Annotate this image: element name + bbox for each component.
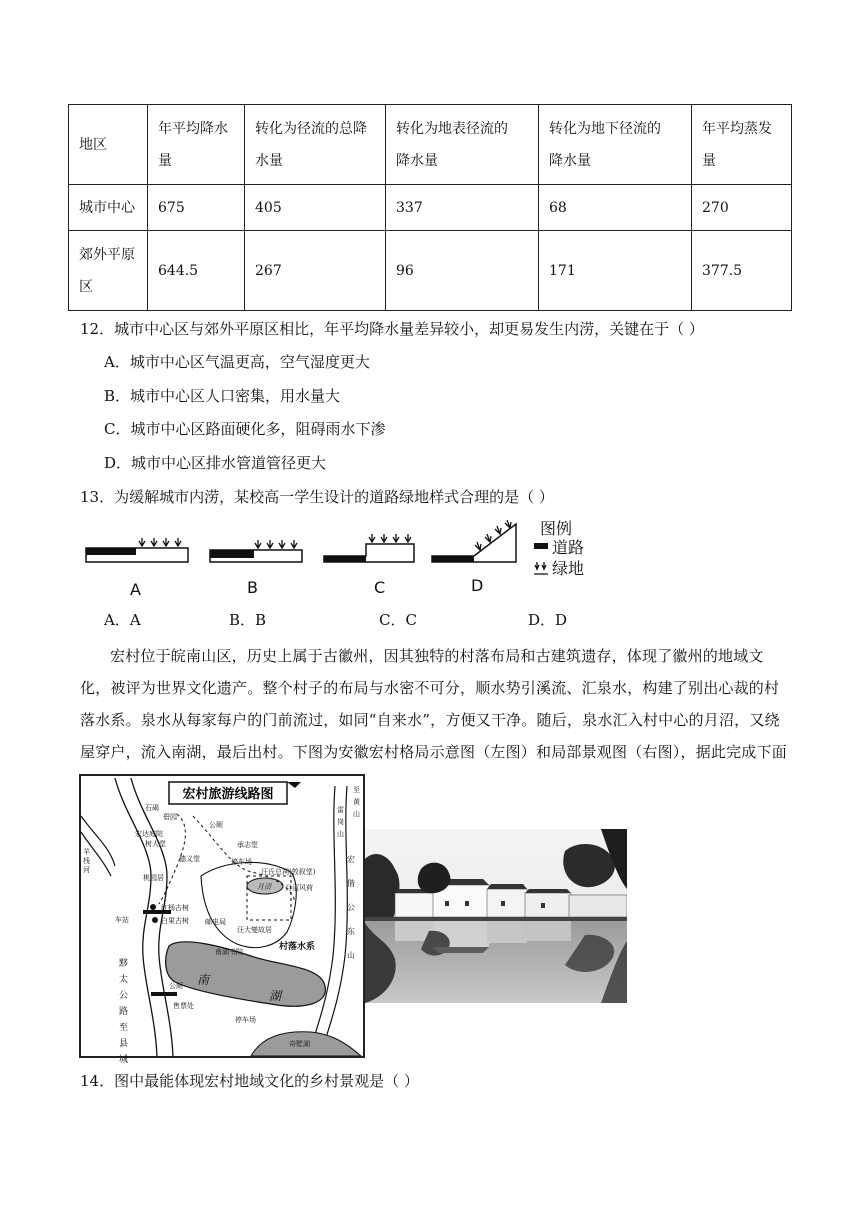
diagram-label-d: D — [471, 576, 484, 595]
table-cell: 675 — [148, 185, 245, 231]
data-table — [68, 104, 792, 311]
table-cell: 68 — [539, 185, 692, 231]
diagram-b — [210, 540, 302, 562]
map-label: 雷岗山 — [337, 806, 344, 838]
question-13-stem: 13．为缓解城市内涝，某校高一学生设计的道路绿地样式合理的是（ ） — [80, 488, 554, 506]
map-label: 南湖书院 — [215, 948, 243, 956]
map-label: 承志堂 — [237, 841, 258, 849]
map-label: 汪大燮故居 — [237, 926, 272, 934]
map-label: 德义堂 — [179, 855, 200, 863]
map-label: 售票处 — [173, 1002, 194, 1010]
question-14-stem: 14．图中最能体现宏村地域文化的乡村景观是（ ） — [80, 1072, 419, 1090]
legend-road-label: 道路 — [552, 538, 585, 557]
q13-option-d[interactable]: D．D — [528, 611, 568, 629]
hongcun-landscape-photo — [365, 829, 627, 1003]
map-label: 红杨古树 — [161, 904, 189, 912]
legend-title: 图例 — [540, 519, 573, 538]
table-header-cell: 地区 — [69, 105, 148, 185]
map-label: 桃园居 — [143, 874, 164, 882]
table-cell: 171 — [539, 231, 692, 311]
map-label: 树人堂 — [145, 840, 166, 848]
hongcun-tour-map — [79, 774, 365, 1065]
map-label: 停车场 — [231, 858, 252, 866]
table-header-cell: 转化为地下径流的 降水量 — [539, 105, 692, 185]
table-cell: 377.5 — [692, 231, 792, 311]
map-label: 羊栈河 — [83, 848, 90, 874]
diagram-legend — [534, 519, 584, 578]
map-label: 停车场 — [235, 1016, 256, 1024]
map-label: 至黄山 — [353, 786, 360, 818]
map-label: 南 — [197, 973, 210, 987]
map-label: 白果古树 — [161, 917, 189, 925]
map-label: 宏偕公东山 — [347, 855, 355, 960]
map-label: 公厕 — [209, 821, 223, 829]
table-header-cell: 年平均降水 量 — [148, 105, 245, 185]
map-label: 村落水系 — [279, 942, 316, 952]
table-cell: 337 — [386, 185, 539, 231]
q12-option-d[interactable]: D．城市中心区排水管道管径更大 — [104, 454, 327, 472]
diagram-label-c: C — [374, 578, 386, 597]
table-cell: 405 — [245, 185, 386, 231]
map-label: 汪氏总祠(敦叙堂) — [261, 868, 316, 876]
diagram-label-a: A — [130, 580, 141, 599]
map-label: 碧园 — [163, 813, 177, 821]
map-title: 宏村旅游线路图 — [182, 787, 274, 802]
table-cell: 267 — [245, 231, 386, 311]
table-row — [69, 185, 792, 231]
map-label: 黟太公路至县城 — [119, 959, 129, 1065]
map-label: 月沼 — [257, 883, 271, 891]
diagram-a — [86, 538, 188, 562]
diagram-c — [324, 534, 414, 562]
table-cell: 644.5 — [148, 231, 245, 311]
table-cell: 270 — [692, 185, 792, 231]
q13-option-c[interactable]: C．C — [379, 611, 417, 629]
table-header-cell: 转化为地表径流的 降水量 — [386, 105, 539, 185]
legend-road-swatch — [534, 543, 548, 549]
diagram-label-b: B — [247, 578, 258, 597]
table-header-row — [69, 105, 792, 185]
map-label: 车站 — [115, 916, 129, 924]
legend-green-label: 绿地 — [552, 559, 585, 578]
map-label: 湖 — [269, 989, 282, 1003]
q13-option-a[interactable]: A．A — [104, 611, 141, 629]
map-label: 公厕 — [169, 982, 183, 990]
diagram-d — [432, 520, 516, 562]
map-label: 邮电局 — [205, 918, 226, 926]
map-label: 宏达庭院 — [135, 830, 163, 838]
map-label: 石碣 — [145, 804, 159, 812]
map-label: 奇墅湖 — [289, 1040, 310, 1048]
q12-option-c[interactable]: C．城市中心区路面硬化多，阻碍雨水下渗 — [104, 420, 386, 438]
table-cell: 96 — [386, 231, 539, 311]
q12-option-b[interactable]: B．城市中心区人口密集，用水量大 — [104, 387, 341, 405]
map-label: 月沼风荷 — [285, 884, 313, 892]
passage-paragraph: 宏村位于皖南山区，历史上属于古徽州，因其独特的村落布局和古建筑遗存，体现了徽州的地域文化，被评为世界文化遗产。整个村子的布局与水密不可分，顺水势引溪流、汇泉水，构建了别出心裁的村落水系。泉水从每家每户的门前流过，如同“自来水”，方便又干净。随后，泉水汇入村中心的月沼，又绕屋穿户，流入南湖，最后出村。下图为安徽宏村格局示意图（左图）和局部景观图（右图），据此完成下面 — [80, 647, 787, 761]
q12-option-a[interactable]: A．城市中心区气温更高，空气湿度更大 — [104, 353, 370, 371]
table-row — [69, 231, 792, 311]
legend-green-swatch — [534, 562, 548, 574]
q13-option-b[interactable]: B．B — [229, 611, 267, 629]
table-cell-region: 城市中心 — [69, 185, 148, 231]
table-header-cell: 年平均蒸发 量 — [692, 105, 792, 185]
table-cell-region: 郊外平原 区 — [69, 231, 148, 311]
table-header-cell: 转化为径流的总降 水量 — [245, 105, 386, 185]
road-greenbelt-diagram — [84, 518, 604, 600]
question-12-stem: 12．城市中心区与郊外平原区相比，年平均降水量差异较小，却更易发生内涝，关键在于（ ） — [80, 320, 704, 338]
